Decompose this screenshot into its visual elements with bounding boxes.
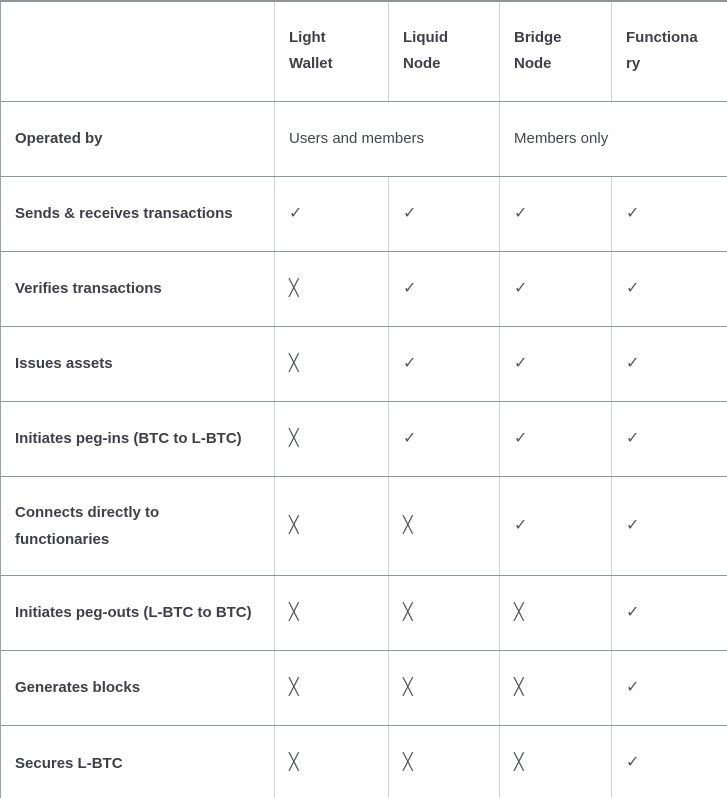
mark-icon: ╳ xyxy=(289,754,299,771)
mark-cell xyxy=(612,725,727,798)
mark-cell xyxy=(500,326,612,401)
feature-row-secures-lbtc xyxy=(1,725,727,798)
feature-row-peg-outs xyxy=(1,575,727,650)
mark-cell xyxy=(389,650,500,725)
mark-icon: ✓ xyxy=(626,754,640,771)
row-label: Initiates peg-ins (BTC to L-BTC) xyxy=(15,430,242,447)
column-header-label: Bridge Node xyxy=(514,29,562,73)
mark-cell xyxy=(612,176,727,251)
operated-by-label-cell xyxy=(1,101,275,176)
mark-cell xyxy=(389,326,500,401)
mark-icon: ✓ xyxy=(514,516,528,534)
feature-row-peg-ins xyxy=(1,401,727,476)
feature-row-verifies xyxy=(1,251,727,326)
mark-icon: ╳ xyxy=(514,603,524,621)
mark-icon: ╳ xyxy=(403,678,413,696)
mark-cell xyxy=(275,575,389,650)
operated-by-value: Members only xyxy=(514,129,609,147)
mark-icon: ╳ xyxy=(403,603,413,621)
row-label: Issues assets xyxy=(15,355,113,372)
mark-icon: ✓ xyxy=(626,516,640,534)
row-label: Secures L-BTC xyxy=(15,754,123,772)
feature-label-cell xyxy=(1,401,275,476)
mark-icon: ✓ xyxy=(403,429,417,447)
header-cell-empty xyxy=(1,1,275,101)
mark-icon: ╳ xyxy=(403,516,413,534)
feature-label-cell xyxy=(1,476,275,575)
row-label: Generates blocks xyxy=(15,679,141,696)
mark-cell xyxy=(275,326,389,401)
mark-icon: ✓ xyxy=(626,354,640,372)
mark-cell xyxy=(389,251,500,326)
mark-cell xyxy=(275,176,389,251)
mark-icon: ✓ xyxy=(514,279,528,297)
row-label: Sends & receives transactions xyxy=(15,205,233,222)
header-cell-bridge-node xyxy=(500,1,612,101)
mark-icon: ╳ xyxy=(514,754,524,771)
mark-cell xyxy=(389,725,500,798)
mark-cell xyxy=(500,401,612,476)
mark-cell xyxy=(612,251,727,326)
feature-row-generates-blocks xyxy=(1,650,727,725)
mark-cell xyxy=(500,176,612,251)
mark-icon: ╳ xyxy=(289,354,299,372)
mark-icon: ╳ xyxy=(514,678,524,696)
mark-icon: ✓ xyxy=(514,354,528,372)
mark-icon: ✓ xyxy=(403,279,417,297)
mark-cell xyxy=(612,476,727,575)
mark-icon: ╳ xyxy=(289,603,299,621)
mark-icon: ✓ xyxy=(289,204,303,222)
mark-cell xyxy=(275,476,389,575)
mark-icon: ✓ xyxy=(626,678,640,696)
header-cell-functionary xyxy=(612,1,727,101)
mark-cell xyxy=(500,476,612,575)
mark-cell xyxy=(500,650,612,725)
mark-cell xyxy=(275,725,389,798)
header-cell-liquid-node xyxy=(389,1,500,101)
column-header-label: Functionary xyxy=(626,29,698,73)
mark-cell xyxy=(612,650,727,725)
mark-cell xyxy=(612,575,727,650)
mark-cell xyxy=(389,575,500,650)
feature-row-issues-assets xyxy=(1,326,727,401)
feature-label-cell xyxy=(1,176,275,251)
mark-icon: ✓ xyxy=(626,204,640,222)
operated-by-value: Users and members xyxy=(289,129,425,147)
mark-cell xyxy=(612,326,727,401)
feature-label-cell xyxy=(1,650,275,725)
mark-icon: ╳ xyxy=(289,279,299,297)
mark-cell xyxy=(389,176,500,251)
operated-by-row xyxy=(1,101,727,176)
mark-icon: ✓ xyxy=(514,429,528,447)
mark-icon: ✓ xyxy=(403,204,417,222)
mark-cell xyxy=(275,401,389,476)
mark-cell xyxy=(500,251,612,326)
column-header-label: Light Wallet xyxy=(289,29,333,73)
feature-row-sends-receives xyxy=(1,176,727,251)
feature-row-connects-functionaries xyxy=(1,476,727,575)
operated-by-members-only-cell xyxy=(500,101,727,176)
mark-cell xyxy=(275,251,389,326)
mark-icon: ✓ xyxy=(626,603,640,621)
row-label: Connects directly to functionaries xyxy=(15,503,160,548)
mark-icon: ✓ xyxy=(626,429,640,447)
feature-label-cell xyxy=(1,251,275,326)
mark-icon: ✓ xyxy=(403,354,417,372)
row-label: Initiates peg-outs (L-BTC to BTC) xyxy=(15,604,252,621)
mark-cell xyxy=(389,401,500,476)
mark-cell xyxy=(500,575,612,650)
mark-cell xyxy=(275,650,389,725)
mark-icon: ╳ xyxy=(289,516,299,534)
header-cell-light-wallet xyxy=(275,1,389,101)
mark-icon: ✓ xyxy=(626,279,640,297)
column-header-label: Liquid Node xyxy=(403,29,448,73)
mark-icon: ╳ xyxy=(289,429,299,447)
mark-icon: ✓ xyxy=(514,204,528,222)
row-label: Operated by xyxy=(15,130,103,147)
mark-cell xyxy=(389,476,500,575)
mark-icon: ╳ xyxy=(403,754,413,771)
mark-cell xyxy=(612,401,727,476)
mark-icon: ╳ xyxy=(289,678,299,696)
row-label: Verifies transactions xyxy=(15,280,162,297)
header-row xyxy=(1,1,727,101)
feature-label-cell xyxy=(1,725,275,798)
feature-label-cell xyxy=(1,326,275,401)
mark-cell xyxy=(500,725,612,798)
operated-by-users-members-cell xyxy=(275,101,500,176)
feature-label-cell xyxy=(1,575,275,650)
